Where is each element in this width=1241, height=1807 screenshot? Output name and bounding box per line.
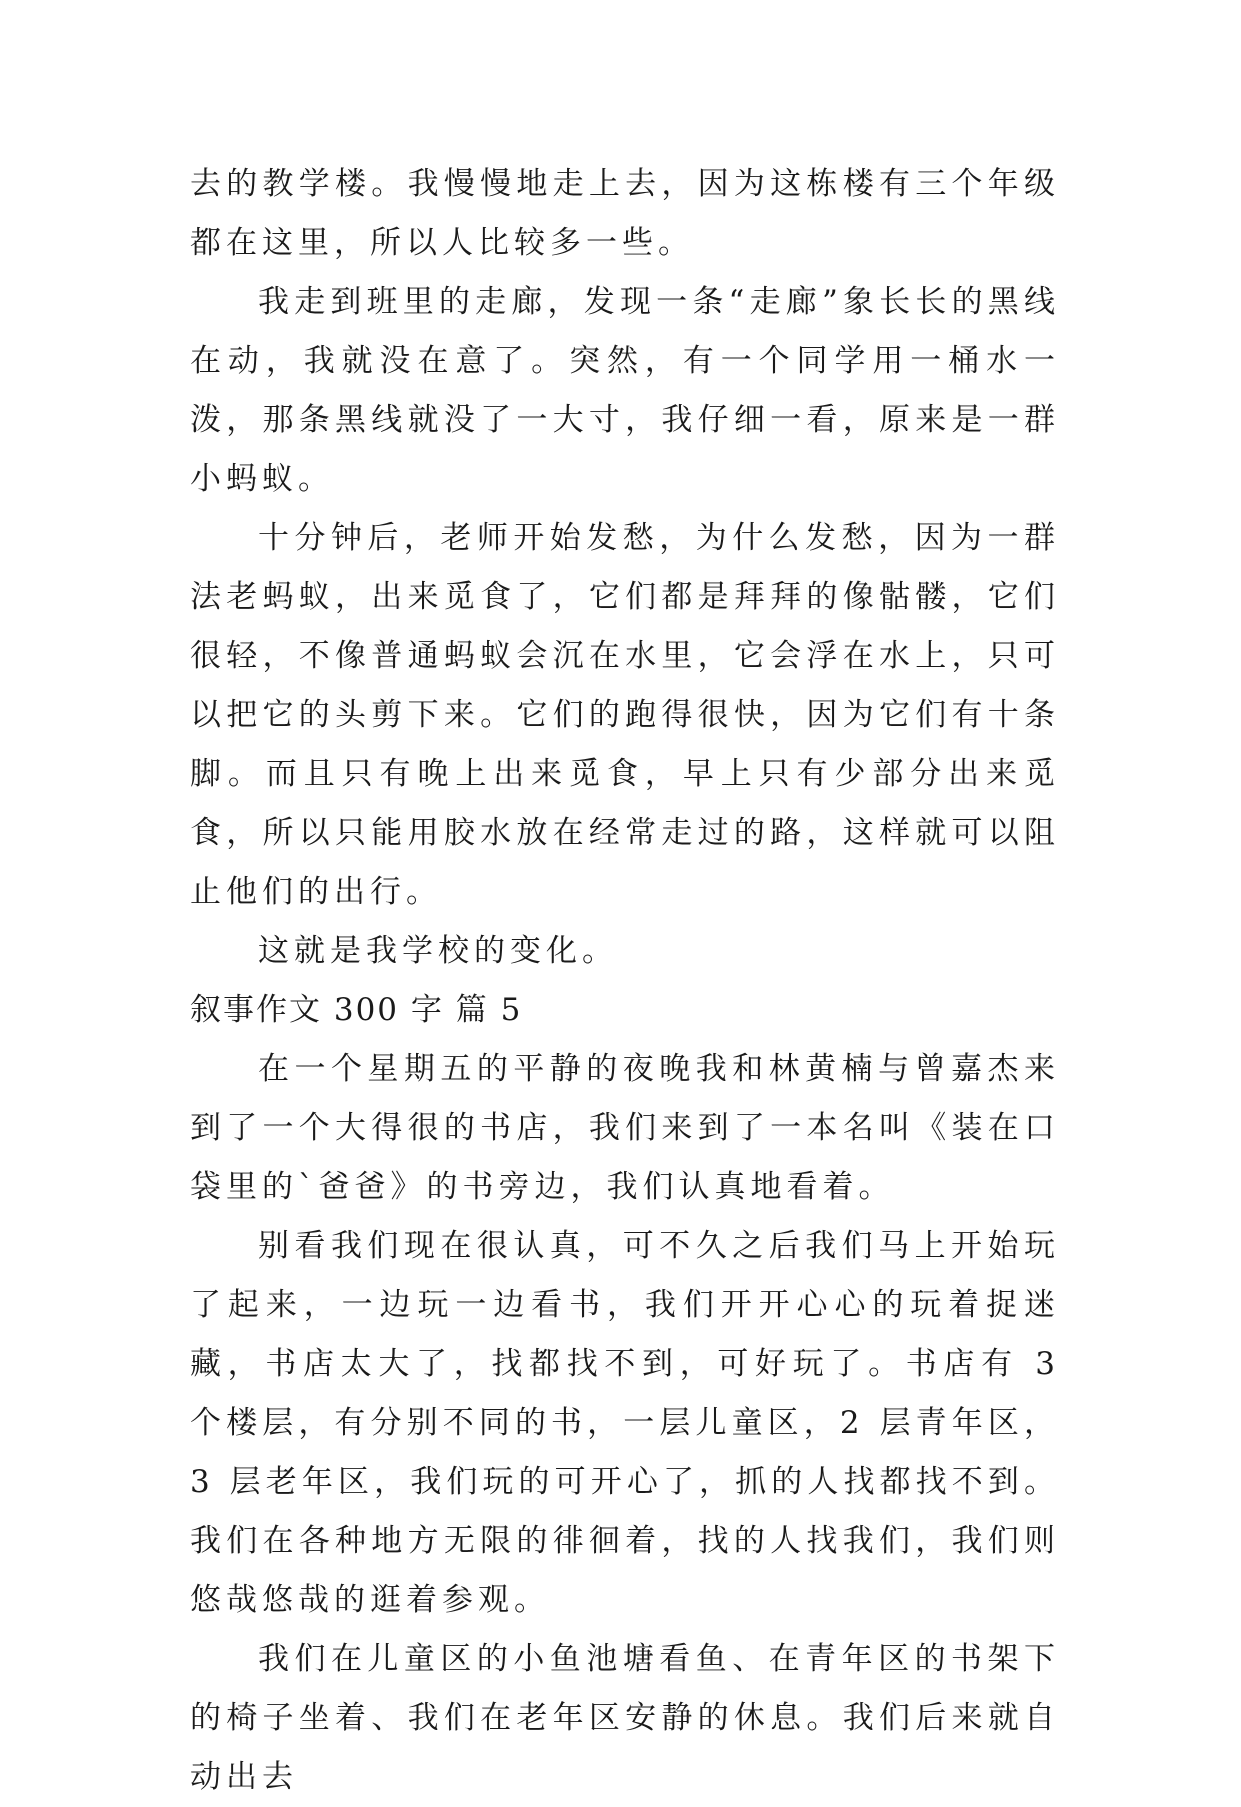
paragraph: 别看我们现在很认真，可不久之后我们马上开始玩了起来，一边玩一边看书，我们开开心心的玩着捉迷藏，书店太大了，找都找不到，可好玩了。书店有 3 个楼层，有分别不同的书，一层儿童区，2 层青年区，3 层老年区，我们玩的可开心了，抓的人找都找不到。我们在各种地方无限的徘徊着，找的人找我们，我们则悠哉悠哉的逛着参观。: [190, 1228, 1060, 1618]
paragraph: 这就是我学校的变化。: [258, 933, 618, 969]
document-body: [190, 155, 1060, 1807]
paragraph: 在一个星期五的平静的夜晚我和林黄楠与曾嘉杰来到了一个大得很的书店，我们来到了一本名叫《装在口袋里的`爸爸》的书旁边，我们认真地看着。: [190, 1051, 1060, 1205]
section-heading: 叙事作文 300 字 篇 5: [190, 992, 523, 1028]
paragraph: 去的教学楼。我慢慢地走上去，因为这栋楼有三个年级都在这里，所以人比较多一些。: [190, 166, 1060, 261]
paragraph: 我走到班里的走廊，发现一条“走廊”象长长的黑线在动，我就没在意了。突然，有一个同学用一桶水一泼，那条黑线就没了一大寸，我仔细一看，原来是一群小蚂蚁。: [190, 284, 1060, 497]
paragraph: 我们在儿童区的小鱼池塘看鱼、在青年区的书架下的椅子坐着、我们在老年区安静的休息。我们后来就自动出去: [190, 1641, 1060, 1795]
paragraph: 十分钟后，老师开始发愁，为什么发愁，因为一群法老蚂蚁，出来觅食了，它们都是拜拜的像骷髅，它们很轻，不像普通蚂蚁会沉在水里，它会浮在水上，只可以把它的头剪下来。它们的跑得很快，因为它们有十条脚。而且只有晚上出来觅食，早上只有少部分出来觅食，所以只能用胶水放在经常走过的路，这样就可以阻止他们的出行。: [190, 520, 1060, 910]
